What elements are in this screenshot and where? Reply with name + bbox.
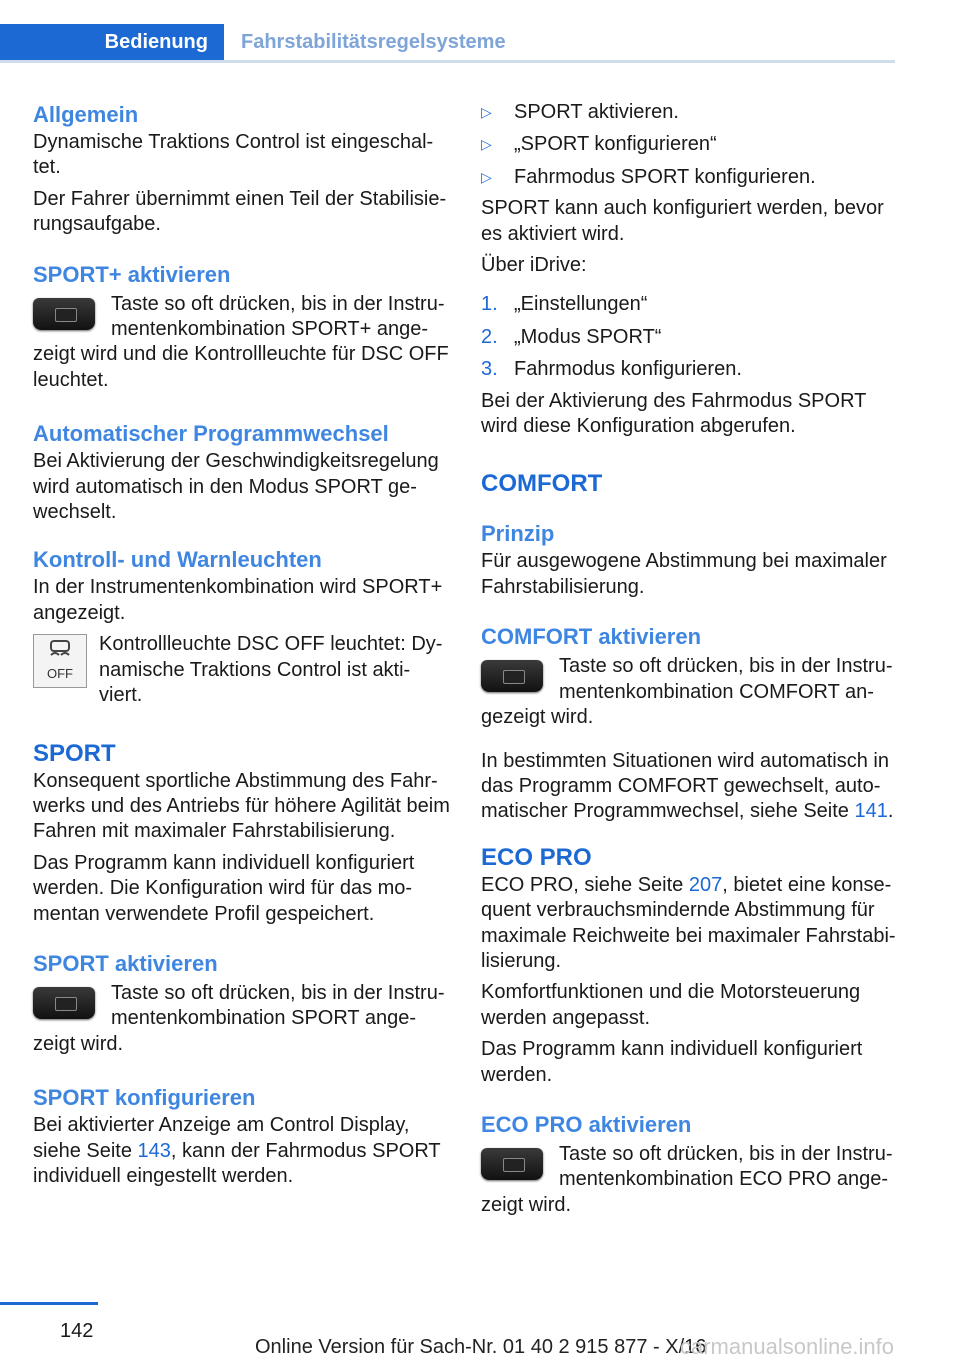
- list-item: 2. „Modus SPORT“: [481, 325, 662, 348]
- paragraph: Taste so oft drücken, bis in der Instru-mentenkombination ECO PRO ange-zeigt wird.: [481, 1142, 893, 1216]
- heading-eco-pro-aktivieren: ECO PRO aktivieren: [481, 1111, 692, 1137]
- paragraph: Bei der Aktivierung des Fahrmodus SPORT wird diese Konfiguration abgerufen.: [481, 389, 866, 438]
- page-link-207[interactable]: 207: [688, 873, 723, 896]
- mode-button-icon: [33, 987, 95, 1019]
- paragraph: Über iDrive:: [481, 254, 587, 277]
- header-divider: [0, 60, 895, 63]
- paragraph: Kontrollleuchte DSC OFF leuchtet: Dy-namische Traktions Control ist akti-viert.: [99, 633, 443, 707]
- paragraph: Konsequent sportliche Abstimmung des Fahr-werks und des Antriebs für höhere Agilität beim Fahren mit maximaler Fahrstabilisierung.: [33, 769, 450, 843]
- left-column: [33, 100, 451, 1189]
- heading-comfort: COMFORT: [481, 470, 603, 498]
- paragraph: ECO PRO, siehe Seite 207, bietet eine konse-quent verbrauchsmindernde Abstimmung für maximale Reichweite bei maximaler Fahrstabi-lisierung.: [481, 873, 896, 972]
- dsc-off-icon: [33, 634, 87, 688]
- watermark: carmanualsonline.info: [680, 1334, 895, 1359]
- paragraph: In der Instrumentenkombination wird SPORT+ angezeigt.: [33, 576, 443, 624]
- heading-allgemein: Allgemein: [33, 102, 139, 127]
- heading-sport-aktivieren: SPORT aktivieren: [33, 950, 218, 976]
- paragraph: In bestimmten Situationen wird automatisch in das Programm COMFORT gewechselt, auto-matischer Programmwechsel, siehe Seite 141.: [481, 749, 894, 823]
- heading-auto-programm: Automatischer Programmwechsel: [33, 421, 389, 447]
- tab-fahrstabilitaet[interactable]: Fahrstabilitätsregelsysteme: [241, 30, 506, 53]
- paragraph: Taste so oft drücken, bis in der Instru-mentenkombination COMFORT an-gezeigt wird.: [481, 655, 893, 729]
- paragraph: Bei Aktivierung der Geschwindigkeitsregelung wird automatisch in den Modus SPORT ge-wechselt.: [33, 450, 439, 524]
- paragraph: Taste so oft drücken, bis in der Instru-mentenkombination SPORT+ ange-zeigt wird und die Kontrollleuchte für DSC OFF leuchtet.: [33, 292, 449, 391]
- bullet-triangle-icon: ▷: [481, 136, 492, 153]
- mode-button-icon: [481, 660, 543, 692]
- dsc-off-label: OFF: [47, 665, 73, 681]
- page-link-141[interactable]: 141: [854, 800, 888, 823]
- paragraph: SPORT kann auch konfiguriert werden, bevor es aktiviert wird.: [481, 197, 884, 245]
- paragraph: Komfortfunktionen und die Motorsteuerung werden angepasst.: [481, 981, 861, 1029]
- list-item: ▷ „SPORT konfigurieren“: [481, 132, 899, 157]
- heading-sport-konfigurieren: SPORT konfigurieren: [33, 1085, 256, 1111]
- paragraph: Dynamische Traktions Control ist eingeschal-tet.: [33, 131, 434, 179]
- paragraph: Bei aktivierter Anzeige am Control Display, siehe Seite 143, kann der Fahrmodus SPORT individuell eingestellt werden.: [33, 1114, 441, 1187]
- right-column: [481, 100, 899, 1218]
- mode-button-icon: [481, 1148, 543, 1180]
- page-link-143[interactable]: 143: [137, 1139, 171, 1162]
- paragraph: Das Programm kann individuell konfiguriert werden. Die Konfiguration wird für das mo-mentan verwendete Profil gespeichert.: [33, 851, 415, 925]
- bullet-triangle-icon: ▷: [481, 104, 492, 120]
- mode-button-icon: [33, 298, 95, 330]
- bullet-triangle-icon: ▷: [481, 168, 492, 185]
- list-item: 1. „Einstellungen“: [481, 293, 648, 316]
- paragraph: Für ausgewogene Abstimmung bei maximaler Fahrstabilisierung.: [481, 550, 887, 598]
- list-item: ▷ Fahrmodus SPORT konfigurieren.: [481, 165, 899, 190]
- heading-sport: SPORT: [33, 739, 116, 767]
- paragraph: Das Programm kann individuell konfiguriert werden.: [481, 1038, 863, 1086]
- heading-kontrollleuchten: Kontroll- und Warnleuchten: [33, 547, 322, 573]
- heading-comfort-aktivieren: COMFORT aktivieren: [481, 624, 702, 650]
- footer-divider: [0, 1302, 98, 1305]
- list-item: 3. Fahrmodus konfigurieren.: [481, 358, 742, 381]
- paragraph: Taste so oft drücken, bis in der Instru-mentenkombination SPORT ange-zeigt wird.: [33, 981, 445, 1055]
- header-bar: [0, 24, 895, 62]
- heading-prinzip: Prinzip: [481, 521, 555, 547]
- paragraph: Der Fahrer übernimmt einen Teil der Stabilisie-rungsaufgabe.: [33, 187, 447, 236]
- list-item: ▷ SPORT aktivieren.: [481, 100, 899, 125]
- footer-text: Online Version für Sach-Nr. 01 40 2 915 877 - X/16: [255, 1336, 707, 1358]
- heading-eco-pro: ECO PRO: [481, 843, 592, 871]
- heading-sport-plus: SPORT+ aktivieren: [33, 261, 231, 287]
- tab-bedienung[interactable]: Bedienung: [0, 24, 224, 60]
- page-number: 142: [60, 1320, 94, 1342]
